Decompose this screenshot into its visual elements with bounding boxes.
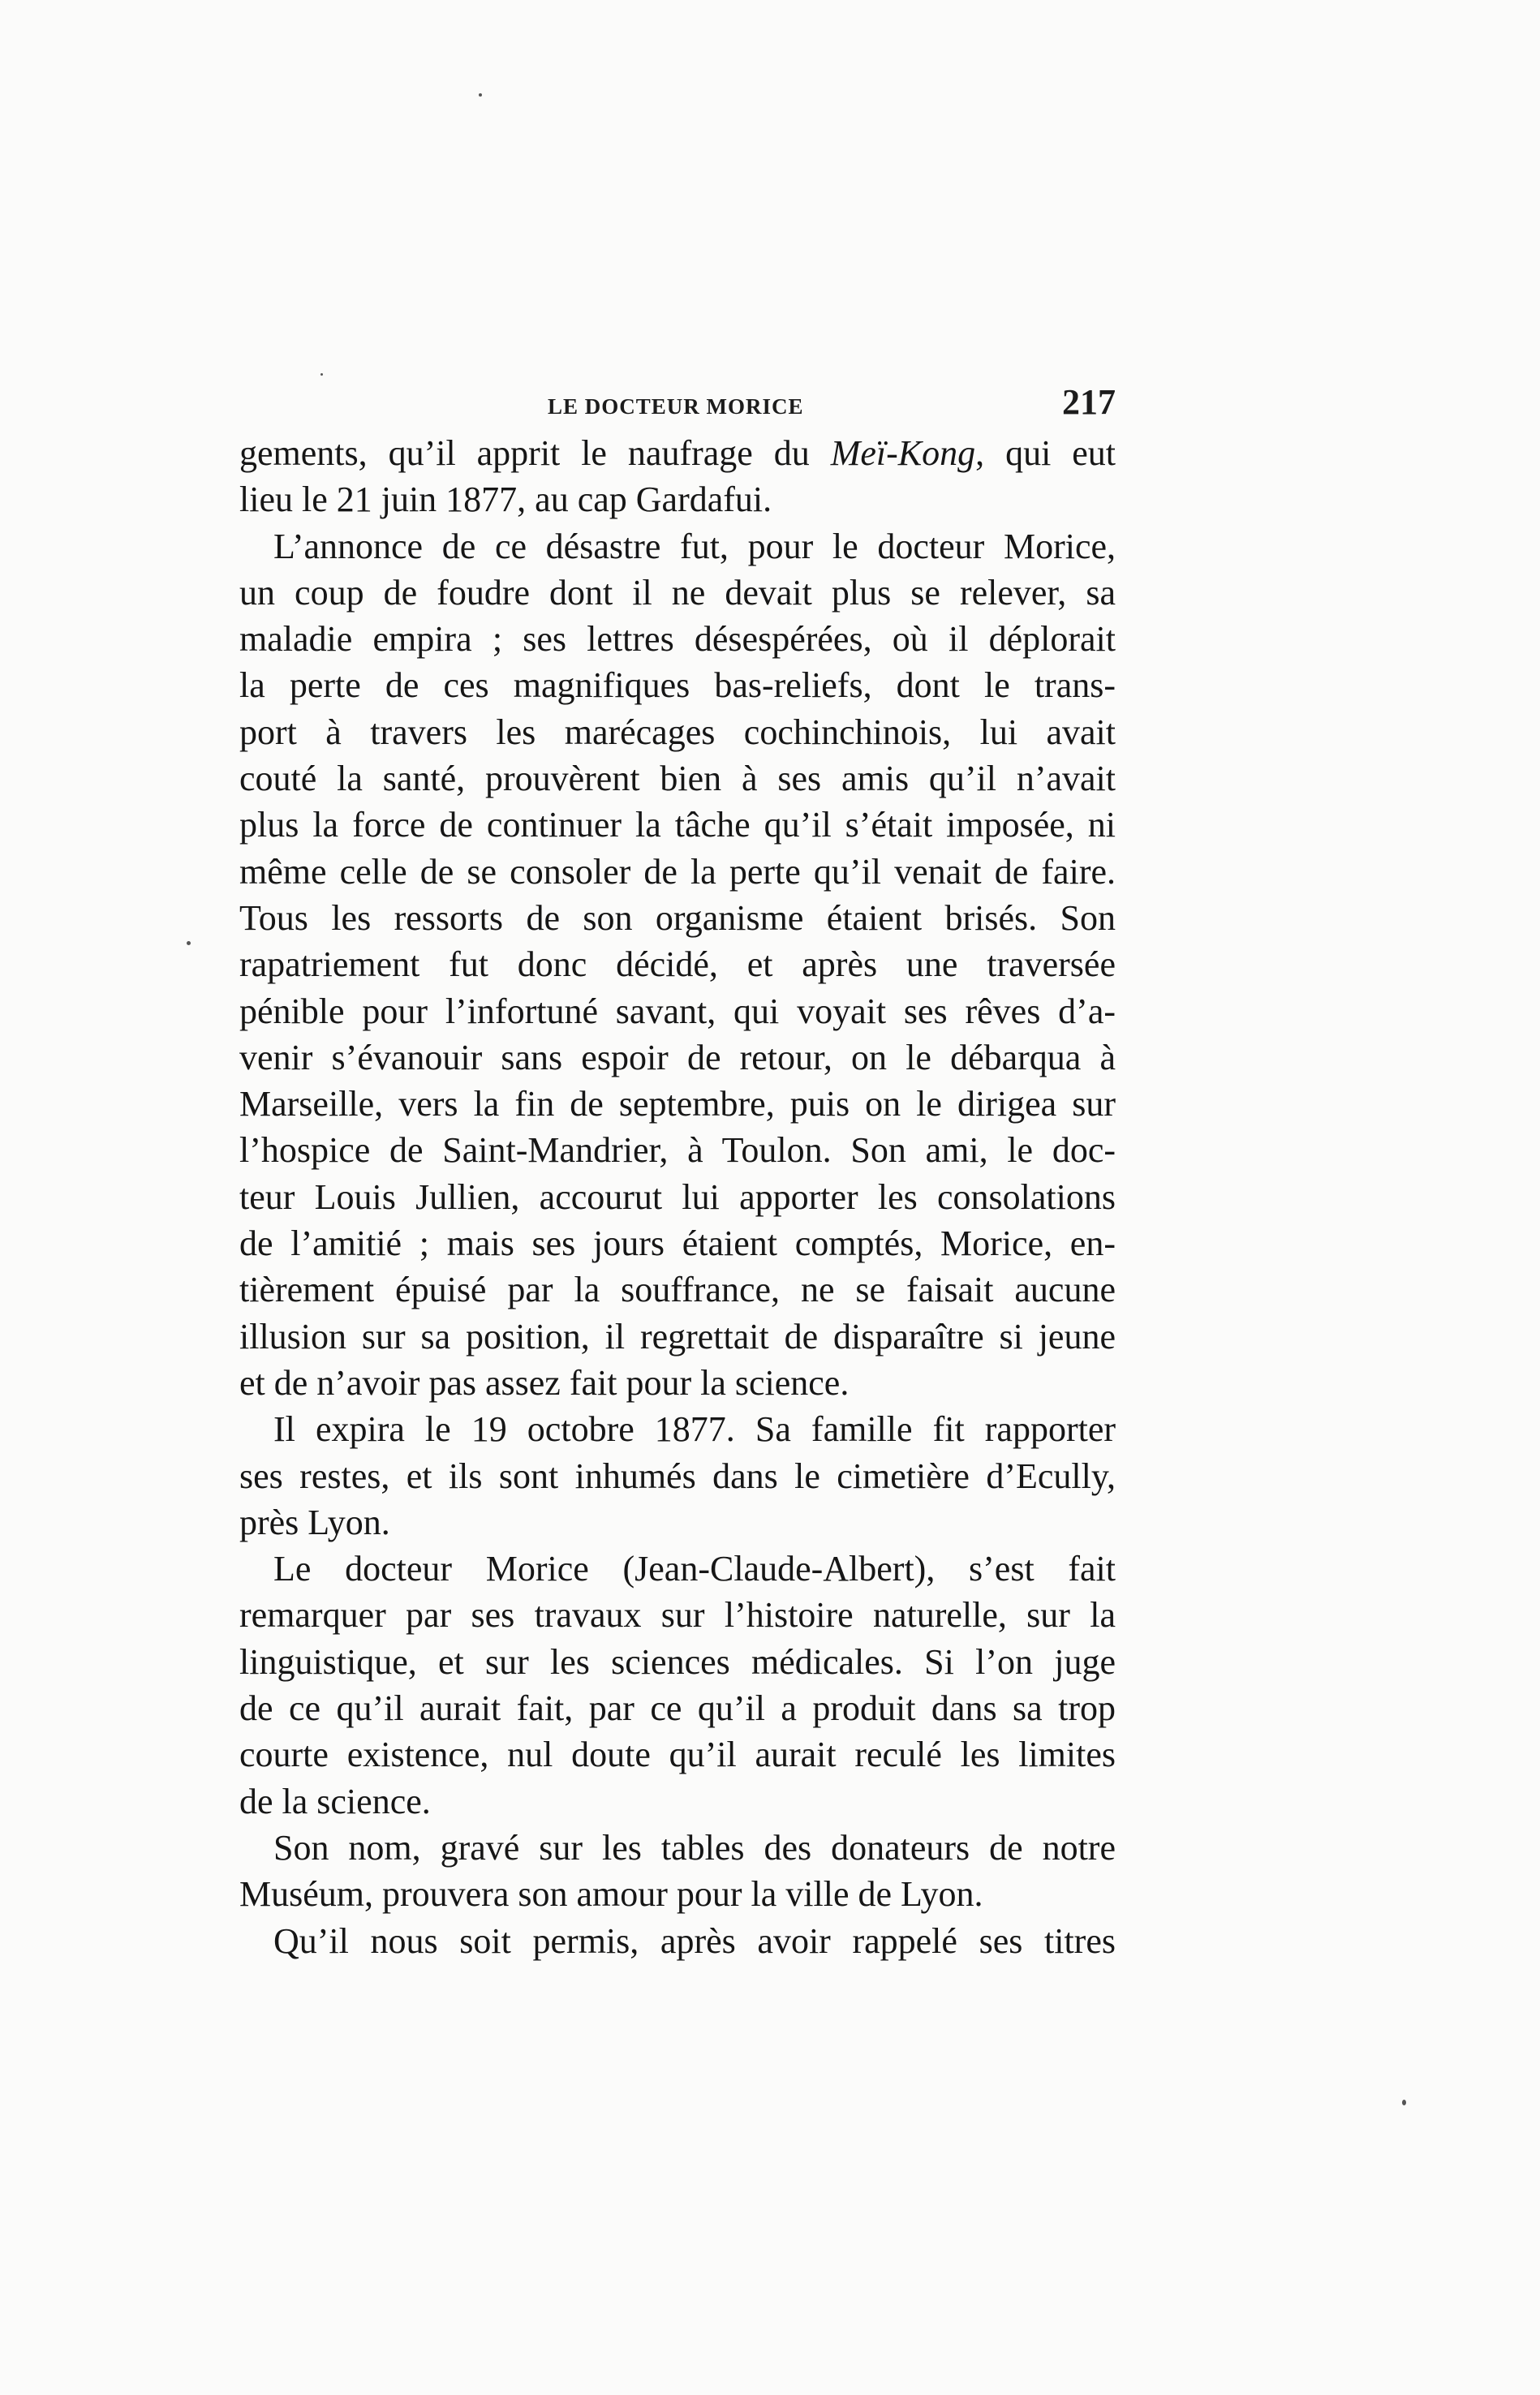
- text-line: de la science.: [239, 1781, 431, 1821]
- text-line: linguistique, et sur les sciences médicales. Si l’on juge: [239, 1641, 1116, 1682]
- paragraph-1: [239, 430, 1116, 523]
- text-line: rapatriement fut donc décidé, et après une traversée: [239, 944, 1116, 985]
- text-line: port à travers les marécages cochinchinois, lui avait: [239, 712, 1116, 752]
- text-line: lieu le 21 juin 1877, au cap Gardafui.: [239, 479, 772, 520]
- page-number: 217: [1062, 382, 1116, 422]
- text-line: de ce qu’il aurait fait, par ce qu’il a produit dans sa trop: [239, 1688, 1116, 1729]
- text-line: de l’amitié ; mais ses jours étaient comptés, Morice, en-: [239, 1223, 1116, 1264]
- text-line: même celle de se consoler de la perte qu’il venait de faire.: [239, 851, 1116, 892]
- paragraph-2: [239, 523, 1116, 1407]
- text-line: Tous les ressorts de son organisme étaient brisés. Son: [239, 897, 1116, 938]
- text-line: et de n’avoir pas assez fait pour la science.: [239, 1362, 850, 1403]
- text-line: ses restes, et ils sont inhumés dans le cimetière d’Ecully,: [239, 1455, 1116, 1496]
- text-line: L’annonce de ce désastre fut, pour le docteur Morice,: [273, 526, 1116, 566]
- text-line: un coup de foudre dont il ne devait plus se relever, sa: [239, 572, 1116, 613]
- text-line: l’hospice de Saint-Mandrier, à Toulon. Son ami, le doc-: [239, 1130, 1116, 1171]
- text-line: couté la santé, prouvèrent bien à ses amis qu’il n’avait: [239, 759, 1116, 799]
- text-line: Marseille, vers la fin de septembre, puis on le dirigea sur: [239, 1084, 1116, 1124]
- text-line: courte existence, nul doute qu’il aurait reculé les limites: [239, 1735, 1116, 1775]
- text-line: la perte de ces magnifiques bas-reliefs, dont le trans-: [239, 665, 1116, 706]
- ship-name: Meï-Kong: [830, 433, 976, 473]
- paragraph-3: [239, 1406, 1116, 1546]
- paragraph-4: [239, 1546, 1116, 1825]
- scan-speck: [1402, 2100, 1406, 2105]
- text-line: maladie empira ; ses lettres désespérées, où il déplorait: [239, 619, 1116, 660]
- text-line: venir s’évanouir sans espoir de retour, on le débarqua à: [239, 1037, 1116, 1077]
- body-text: [239, 430, 1116, 1964]
- scan-speck: [479, 93, 482, 97]
- text-line: près Lyon.: [239, 1502, 390, 1542]
- text-line: Le docteur Morice (Jean-Claude-Albert), s’est fait: [273, 1549, 1116, 1589]
- text-line: gements, qu’il apprit le naufrage du Meï-Kong, qui eut: [239, 433, 1116, 473]
- running-title: LE DOCTEUR MORICE: [548, 394, 804, 419]
- text-line: remarquer par ses travaux sur l’histoire naturelle, sur la: [239, 1595, 1116, 1636]
- text-line: illusion sur sa position, il regrettait de disparaître si jeune: [239, 1316, 1116, 1357]
- paragraph-6: [239, 1918, 1116, 1964]
- scan-speck: [320, 373, 323, 376]
- text-line: Qu’il nous soit permis, après avoir rappelé ses titres: [273, 1920, 1116, 1961]
- text-line: Muséum, prouvera son amour pour la ville de Lyon.: [239, 1874, 983, 1915]
- text-line: Il expira le 19 octobre 1877. Sa famille fit rapporter: [273, 1409, 1116, 1450]
- paragraph-5: [239, 1825, 1116, 1918]
- text-line: plus la force de continuer la tâche qu’il s’était imposée, ni: [239, 805, 1116, 845]
- text-line: teur Louis Jullien, accourut lui apporter les consolations: [239, 1176, 1116, 1217]
- text-line: tièrement épuisé par la souffrance, ne se faisait aucune: [239, 1270, 1116, 1310]
- page-header: [239, 381, 1116, 430]
- text-line: Son nom, gravé sur les tables des donateurs de notre: [273, 1827, 1116, 1868]
- text-line: pénible pour l’infortuné savant, qui voyait ses rêves d’a-: [239, 991, 1116, 1031]
- scan-speck: [187, 941, 191, 945]
